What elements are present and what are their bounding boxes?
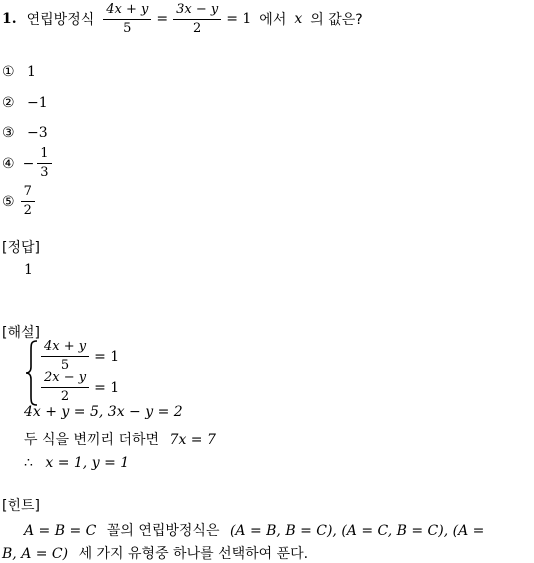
question-equals: = (156, 11, 169, 27)
hint-heading: [힌트] (2, 498, 40, 514)
choice-denominator: 3 (40, 165, 49, 180)
solution-heading: [해설] (2, 325, 40, 341)
system-eq1-fraction (41, 339, 89, 374)
question-fraction-2 (173, 2, 221, 37)
question-fraction-1 (103, 2, 151, 37)
choice-value: −1 (27, 95, 48, 111)
choice-marker: ② (2, 95, 15, 111)
question-frac2-numerator: 3x − y (173, 2, 221, 20)
question-prefix: 연립방정식 (26, 12, 95, 28)
question-frac2-denominator: 2 (193, 20, 202, 36)
hint-line1-math-b: (A = B, B = C), (A = C, B = C), (A = (229, 523, 485, 539)
system-eq1-numerator: 4x + y (41, 339, 89, 357)
choice-2[interactable] (2, 95, 48, 111)
solution-line-3 (24, 455, 129, 471)
choice-value: −3 (27, 125, 48, 141)
choice-1[interactable] (2, 64, 36, 80)
system-eq2-fraction (41, 370, 89, 405)
question-variable: x (294, 11, 303, 27)
therefore-symbol: ∴ (24, 455, 33, 471)
choice-marker: ① (2, 64, 15, 80)
system-eq1-rhs: = 1 (94, 348, 120, 365)
hint-line2-text: 세 가지 유형중 하나를 선택하여 푼다. (78, 546, 309, 562)
choice-fraction (37, 146, 51, 181)
solution-line2-text: 두 식을 변끼리 더하면 (24, 432, 160, 448)
choice-fraction (21, 184, 35, 219)
solution-line-2 (24, 429, 216, 449)
question-frac1-denominator: 5 (123, 20, 132, 36)
choice-3[interactable] (2, 125, 48, 141)
choice-numerator: 7 (21, 184, 35, 202)
choice-5[interactable] (2, 184, 38, 219)
question-equals-one: = 1 (226, 11, 252, 27)
hint-line1-text: 꼴의 연립방정식은 (106, 523, 220, 539)
answer-heading: [정답] (2, 240, 40, 256)
question (2, 2, 363, 36)
system-eq2-numerator: 2x − y (41, 370, 89, 388)
question-suffix-a: 에서 (259, 12, 287, 28)
system-eq1-denominator: 5 (60, 358, 70, 373)
hint-line2-math: B, A = C) (2, 546, 69, 562)
question-suffix-b: 의 값은? (310, 12, 363, 28)
system-eq2-denominator: 2 (60, 389, 70, 404)
solution-line-1: 4x + y = 5, 3x − y = 2 (24, 404, 183, 420)
hint-line1-math-a: A = B = C (24, 523, 97, 539)
solution-line2-math: 7x = 7 (169, 432, 216, 448)
answer-value: 1 (24, 262, 33, 278)
hint-line-1 (24, 520, 484, 540)
system-equation-2 (38, 370, 119, 405)
system-equation-1 (38, 339, 119, 374)
choice-marker: ③ (2, 125, 15, 141)
choice-marker: ⑤ (2, 193, 15, 210)
choice-4[interactable] (2, 146, 55, 181)
question-frac1-numerator: 4x + y (103, 2, 151, 20)
choice-sign: − (22, 155, 35, 172)
system-eq2-rhs: = 1 (94, 379, 120, 396)
solution-line3-math: x = 1, y = 1 (45, 455, 130, 471)
choice-numerator: 1 (37, 146, 51, 164)
choice-marker: ④ (2, 155, 15, 172)
hint-line-2 (2, 543, 308, 563)
question-number: 1. (2, 11, 17, 27)
choice-denominator: 2 (23, 203, 32, 218)
choice-value: 1 (27, 64, 36, 80)
